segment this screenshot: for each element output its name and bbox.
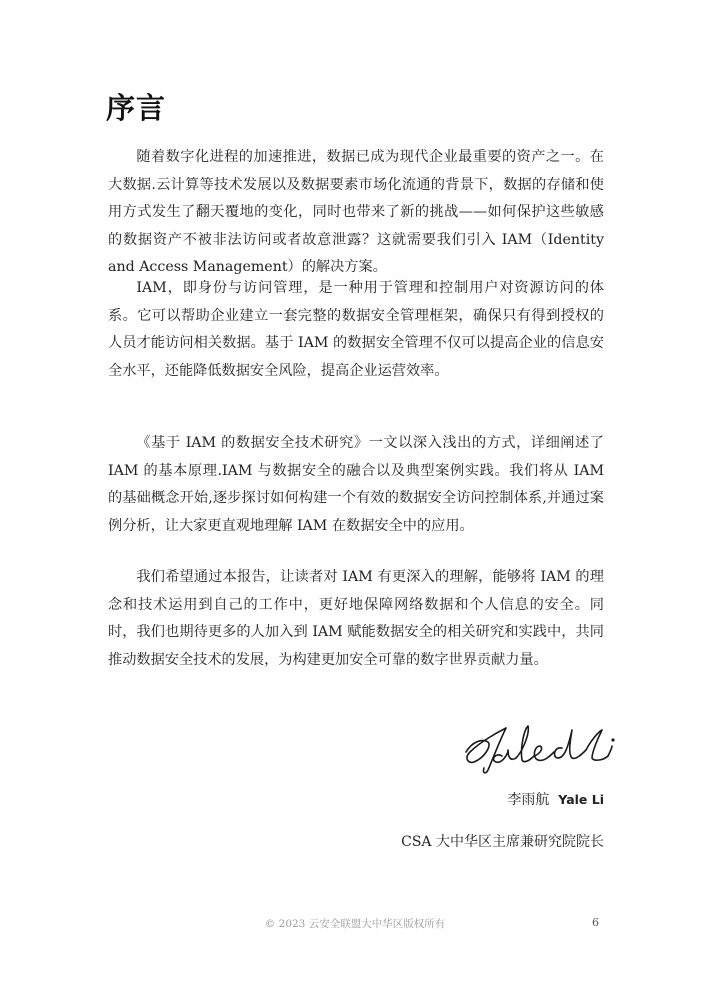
paragraph-4: 我们希望通过本报告，让读者对 IAM 有更深入的理解，能够将 IAM 的理念和技术运用到自己的工作中，更好地保障网络数据和个人信息的安全。同时，我们也期待更多的人加入到 IAM 赋能数据安全的相关研究和实践中，共同推动数据安全技术的发展，为构建更加安全可靠的数字世界贡献力量。 [108, 569, 604, 668]
footer-copyright: © 2023 云安全联盟大中华区版权所有 [264, 918, 446, 930]
paragraph-2: IAM，即身份与访问管理，是一种用于管理和控制用户对资源访问的体系。它可以帮助企业建立一套完整的数据安全管理框架，确保只有得到授权的人员才能访问相关数据。基于 IAM 的数据安全管理不仅可以提高企业的信息安全水平，还能降低数据安全风险，提高企业运营效率。 [108, 280, 604, 379]
signatory-role: CSA 大中华区主席兼研究院院长 [401, 834, 604, 850]
handwritten-signature [458, 712, 618, 782]
signatory-name [507, 789, 604, 809]
page-number: 6 [592, 916, 599, 929]
paragraph-1: 随着数字化进程的加速推进，数据已成为现代企业最重要的资产之一。在大数据.云计算等技术发展以及数据要素市场化流通的背景下，数据的存储和使用方式发生了翻天覆地的变化，同时也带来了新的挑战——如何保护这些敏感的数据资产不被非法访问或者故意泄露？这就需要我们引入 IAM（Identity and Access Management）的解决方案。 [108, 149, 604, 275]
page-title: 序言 [106, 91, 167, 125]
signatory-name-en: Yale Li [558, 792, 604, 807]
signatory-name-cn: 李雨航 [507, 792, 550, 808]
paragraph-3: 《基于 IAM 的数据安全技术研究》一文以深入浅出的方式，详细阐述了 IAM 的基本原理.IAM 与数据安全的融合以及典型案例实践。我们将从 IAM 的基础概念开始,逐步探讨如何构建一个有效的数据安全访问控制体系,并通过案例分析，让大家更直观地理解 IAM 在数据安全中的应用。 [108, 435, 604, 534]
